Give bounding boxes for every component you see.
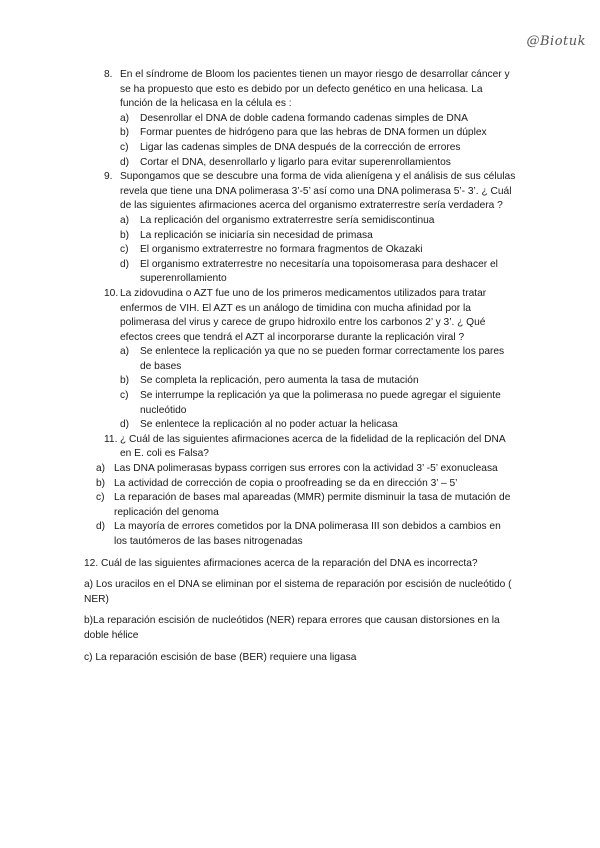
option-a	[84, 345, 516, 374]
option-a	[84, 462, 516, 477]
option-d	[84, 520, 516, 549]
question-number: 11.	[104, 433, 118, 445]
option-label: a)	[120, 112, 130, 124]
option-text: El organismo extraterrestre no formara fragmentos de Okazaki	[140, 244, 423, 256]
option-a: a) Los uracilos en el DNA se eliminan por el sistema de reparación por escisión de nucleótido ( NER)	[84, 579, 512, 605]
question-8	[84, 68, 516, 112]
question-12: 12. Cuál de las siguientes afirmaciones acerca de la reparación del DNA es incorrecta?	[84, 557, 478, 569]
question-number: 9.	[104, 171, 113, 183]
option-text: Ligar las cadenas simples de DNA después de la corrección de errores	[140, 141, 461, 153]
option-label: d)	[120, 156, 130, 168]
option-a	[84, 112, 516, 127]
option-d	[84, 418, 516, 433]
question-10	[84, 287, 516, 345]
option-text: La replicación se iniciaría sin necesidad de primasa	[140, 229, 373, 241]
option-label: a)	[120, 346, 130, 358]
option-label: b)	[120, 127, 130, 139]
question-list	[84, 68, 516, 665]
option-label: c)	[120, 390, 129, 402]
option-b: b)La reparación escisión de nucleótidos (NER) repara errores que causan distorsiones en la doble hélice	[84, 615, 500, 641]
option-c	[84, 491, 516, 520]
option-label: d)	[120, 419, 130, 431]
option-label: b)	[120, 229, 130, 241]
option-c	[84, 389, 516, 418]
option-text: La reparación de bases mal apareadas (MMR) permite disminuir la tasa de mutación de replicación del genoma	[114, 492, 511, 518]
option-text: Desenrollar el DNA de doble cadena formando cadenas simples de DNA	[140, 112, 468, 124]
option-text: Se enlentece la replicación ya que no se pueden formar correctamente los pares de bases	[140, 346, 505, 372]
question-9	[84, 170, 516, 214]
option-b	[84, 477, 516, 492]
option-label: a)	[96, 463, 106, 475]
option-label: d)	[96, 521, 106, 533]
option-label: c)	[120, 244, 129, 256]
option-text: Cortar el DNA, desenrollarlo y ligarlo para evitar superenrollamientos	[140, 156, 451, 168]
question-number: 8.	[104, 69, 113, 80]
option-b	[84, 126, 516, 141]
option-d	[84, 258, 516, 287]
question-number: 10.	[104, 287, 119, 299]
option-text: Se enlentece la replicación al no poder actuar la helicasa	[140, 419, 398, 431]
question-11	[84, 433, 516, 462]
question-text: La zidovudina o AZT fue uno de los primeros medicamentos utilizados para tratar enfermos de VIH. El AZT es un análogo de timidina con mucha afinidad por la polimerasa del virus y carece de grupo hidroxilo entre los carbonos 2’ y 3’. ¿ Qué efectos crees que tendrá el AZT al incorporarse durante la replicación viral ?	[120, 287, 487, 343]
option-text: Formar puentes de hidrógeno para que las hebras de DNA formen un dúplex	[140, 127, 487, 139]
option-label: a)	[120, 214, 130, 226]
option-c	[84, 243, 516, 258]
question-text: En el síndrome de Bloom los pacientes tienen un mayor riesgo de desarrollar cáncer y se ha propuesto que esto es debido por un defecto genético en una helicasa. La función de la helicasa en la célula es :	[120, 69, 510, 110]
option-b	[84, 229, 516, 244]
option-label: c)	[120, 141, 129, 153]
option-b	[84, 374, 516, 389]
option-c: c) La reparación escisión de base (BER) requiere una ligasa	[84, 651, 357, 663]
option-text: Se completa la replicación, pero aumenta la tasa de mutación	[140, 375, 419, 387]
option-text: La mayoría de errores cometidos por la DNA polimerasa III son debidos a cambios en los tautómeros de las bases nitrogenadas	[114, 521, 501, 547]
option-c	[84, 141, 516, 156]
option-text: Las DNA polimerasas bypass corrigen sus errores con la actividad 3’ -5’ exonucleasa	[114, 463, 498, 475]
question-text: Supongamos que se descubre una forma de vida alienígena y el análisis de sus células revela que tiene una DNA polimerasa 3’-5’ así como una DNA polimerasa 5’- 3’. ¿ Cuál de las siguientes afirmaciones acerca del organismo extraterrestre sería verdadera ?	[120, 171, 516, 212]
option-label: b)	[120, 375, 130, 387]
option-text: Se interrumpe la replicación ya que la polimerasa no puede agregar el siguiente nucleótido	[140, 390, 501, 416]
signature-watermark: @Biotuk	[526, 34, 586, 49]
option-text: La actividad de corrección de copia o proofreading se da en dirección 3’ – 5’	[114, 477, 458, 489]
option-text: La replicación del organismo extraterrestre sería semidiscontinua	[140, 214, 435, 226]
option-label: c)	[96, 492, 105, 504]
option-a	[84, 214, 516, 229]
option-label: b)	[96, 477, 106, 489]
option-text: El organismo extraterrestre no necesitaría una topoisomerasa para deshacer el superenrollamiento	[140, 258, 498, 285]
option-label: d)	[120, 258, 130, 270]
option-d	[84, 156, 516, 171]
question-text: ¿ Cuál de las siguientes afirmaciones acerca de la fidelidad de la replicación del DNA en E. coli es Falsa?	[120, 433, 506, 460]
